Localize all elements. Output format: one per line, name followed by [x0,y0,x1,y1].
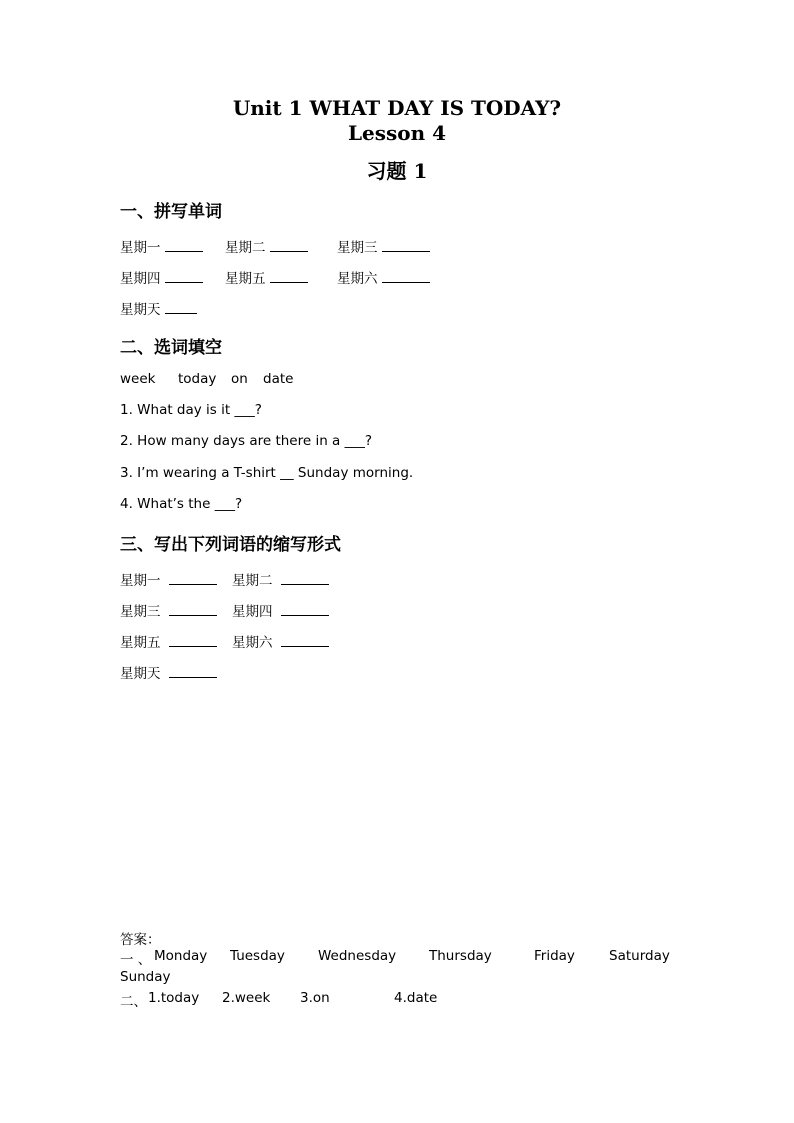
blank-line[interactable] [382,281,430,283]
blank-line[interactable] [169,676,217,678]
s1-item-tue: 星期二 [225,236,308,256]
blank-line[interactable] [169,614,217,616]
word-bank-today: today [178,371,217,387]
answer-monday: Monday [154,948,208,964]
blank-line[interactable] [281,645,329,647]
word-bank-week: week [120,371,156,387]
answer-saturday: Saturday [609,948,670,964]
blank-line[interactable] [165,312,197,314]
page-title: Unit 1 WHAT DAY IS TODAY? [232,96,562,120]
answer-thursday: Thursday [429,948,492,964]
s3-item-thu: 星期四 [232,600,329,620]
word-bank-date: date [263,371,294,387]
s1-item-thu: 星期四 [120,267,203,287]
question-3: 3. I’m wearing a T-shirt __ Sunday morning. [120,465,414,481]
blank-line[interactable] [169,645,217,647]
answer-wednesday: Wednesday [318,948,397,964]
answer2-prefix: 二、 [120,994,147,1010]
answer2-item2: 2.week [222,990,271,1006]
s3-item-tue: 星期二 [232,569,329,589]
s1-item-sat: 星期六 [337,267,430,287]
blank-line[interactable] [281,583,329,585]
blank-line[interactable] [382,250,430,252]
exercise-title: 习题 1 [366,159,428,183]
blank-line[interactable] [169,583,217,585]
s1-item-fri: 星期五 [225,267,308,287]
section3-heading: 三、写出下列词语的缩写形式 [120,535,341,555]
blank-line[interactable] [270,281,308,283]
answer-friday: Friday [534,948,575,964]
s3-item-fri: 星期五 [120,631,217,651]
section1-heading: 一、拼写单词 [120,202,222,222]
answer-sunday: Sunday [120,969,171,985]
answer2-item3: 3.on [300,990,330,1006]
answer2-item1: 1.today [148,990,200,1006]
lesson-title: Lesson 4 [347,121,447,145]
answers-label: 答案： [120,932,161,948]
blank-line[interactable] [270,250,308,252]
s3-item-sat: 星期六 [232,631,329,651]
question-2: 2. How many days are there in a ___? [120,433,373,449]
answer1-prefix: 一 、 [120,952,152,968]
word-bank-on: on [231,371,248,387]
s1-item-sun: 星期天 [120,298,197,318]
blank-line[interactable] [165,250,203,252]
s1-item-mon: 星期一 [120,236,203,256]
blank-line[interactable] [165,281,203,283]
s3-item-wed: 星期三 [120,600,217,620]
section2-heading: 二、选词填空 [120,338,222,358]
s1-item-wed: 星期三 [337,236,430,256]
s3-item-mon: 星期一 [120,569,217,589]
question-1: 1. What day is it ___? [120,402,262,418]
s3-item-sun: 星期天 [120,662,217,682]
question-4: 4. What’s the ___? [120,496,243,512]
answer-tuesday: Tuesday [230,948,285,964]
blank-line[interactable] [281,614,329,616]
answer2-item4: 4.date [394,990,438,1006]
